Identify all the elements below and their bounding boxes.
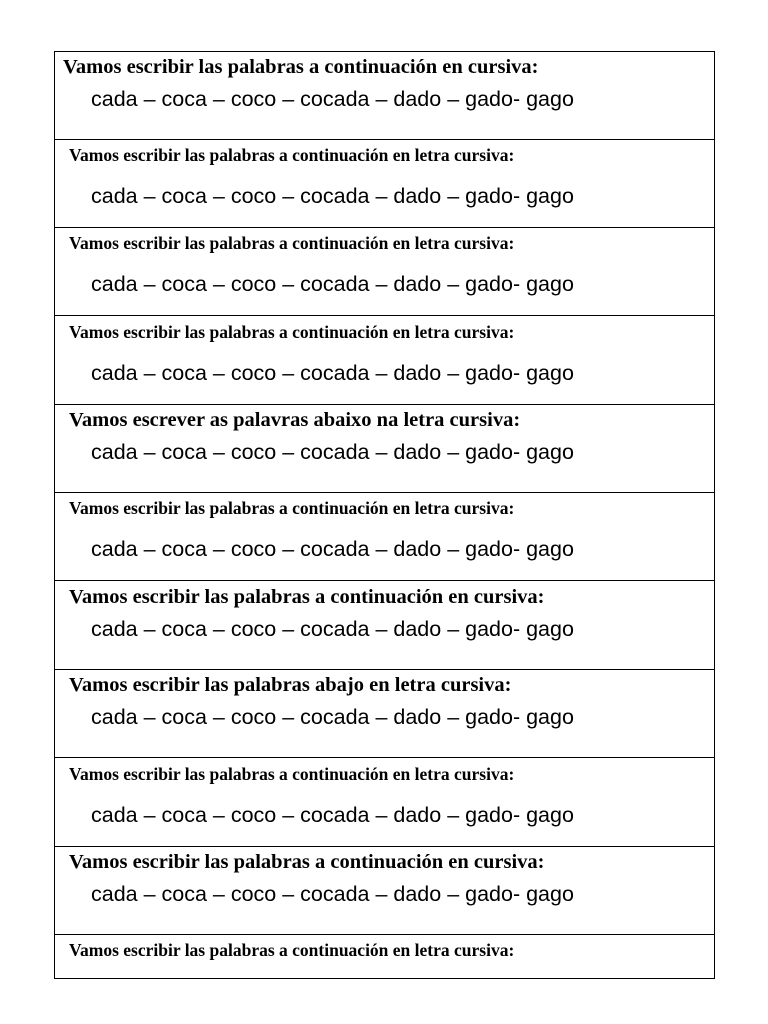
exercise-row-7 xyxy=(55,582,714,670)
exercise-instruction: Vamos escribir las palabras a continuación en letra cursiva: xyxy=(69,764,515,784)
exercise-row-4 xyxy=(55,317,714,405)
exercise-word-list: cada – coca – coco – cocada – dado – gado- gago xyxy=(91,184,574,208)
exercise-instruction: Vamos escribir las palabras a continuación en letra cursiva: xyxy=(69,322,515,342)
exercise-word-list: cada – coca – coco – cocada – dado – gado- gago xyxy=(91,803,574,827)
exercise-instruction: Vamos escribir las palabras a continuación en cursiva: xyxy=(69,851,545,873)
exercise-row-1 xyxy=(55,52,714,140)
exercise-row-8 xyxy=(55,670,714,758)
exercise-instruction: Vamos escribir las palabras a continuación en letra cursiva: xyxy=(69,498,515,518)
exercise-word-list: cada – coca – coco – cocada – dado – gado- gago xyxy=(91,705,574,729)
exercise-instruction: Vamos escribir las palabras a continuación en cursiva: xyxy=(69,586,545,608)
exercise-row-10 xyxy=(55,847,714,935)
exercise-word-list: cada – coca – coco – cocada – dado – gado- gago xyxy=(91,537,574,561)
exercise-row-2 xyxy=(55,140,714,228)
exercise-word-list: cada – coca – coco – cocada – dado – gado- gago xyxy=(91,87,574,111)
exercise-word-list: cada – coca – coco – cocada – dado – gado- gago xyxy=(91,440,574,464)
exercise-word-list: cada – coca – coco – cocada – dado – gado- gago xyxy=(91,361,574,385)
exercise-row-9 xyxy=(55,759,714,847)
exercise-word-list: cada – coca – coco – cocada – dado – gado- gago xyxy=(91,882,574,906)
exercise-row-5 xyxy=(55,405,714,493)
worksheet-table xyxy=(54,51,715,979)
exercise-row-6 xyxy=(55,493,714,581)
exercise-instruction: Vamos escribir las palabras a continuación en letra cursiva: xyxy=(69,145,515,165)
exercise-row-3 xyxy=(55,228,714,316)
exercise-word-list: cada – coca – coco – cocada – dado – gado- gago xyxy=(91,617,574,641)
exercise-word-list: cada – coca – coco – cocada – dado – gado- gago xyxy=(91,272,574,296)
exercise-instruction: Vamos escrever as palavras abaixo na letra cursiva: xyxy=(69,409,521,431)
exercise-row-11 xyxy=(55,935,714,978)
exercise-instruction: Vamos escribir las palabras abajo en letra cursiva: xyxy=(69,674,512,696)
exercise-instruction: Vamos escribir las palabras a continuación en letra cursiva: xyxy=(69,940,515,960)
exercise-instruction: Vamos escribir las palabras a continuación en cursiva: xyxy=(63,56,539,78)
exercise-instruction: Vamos escribir las palabras a continuación en letra cursiva: xyxy=(69,233,515,253)
